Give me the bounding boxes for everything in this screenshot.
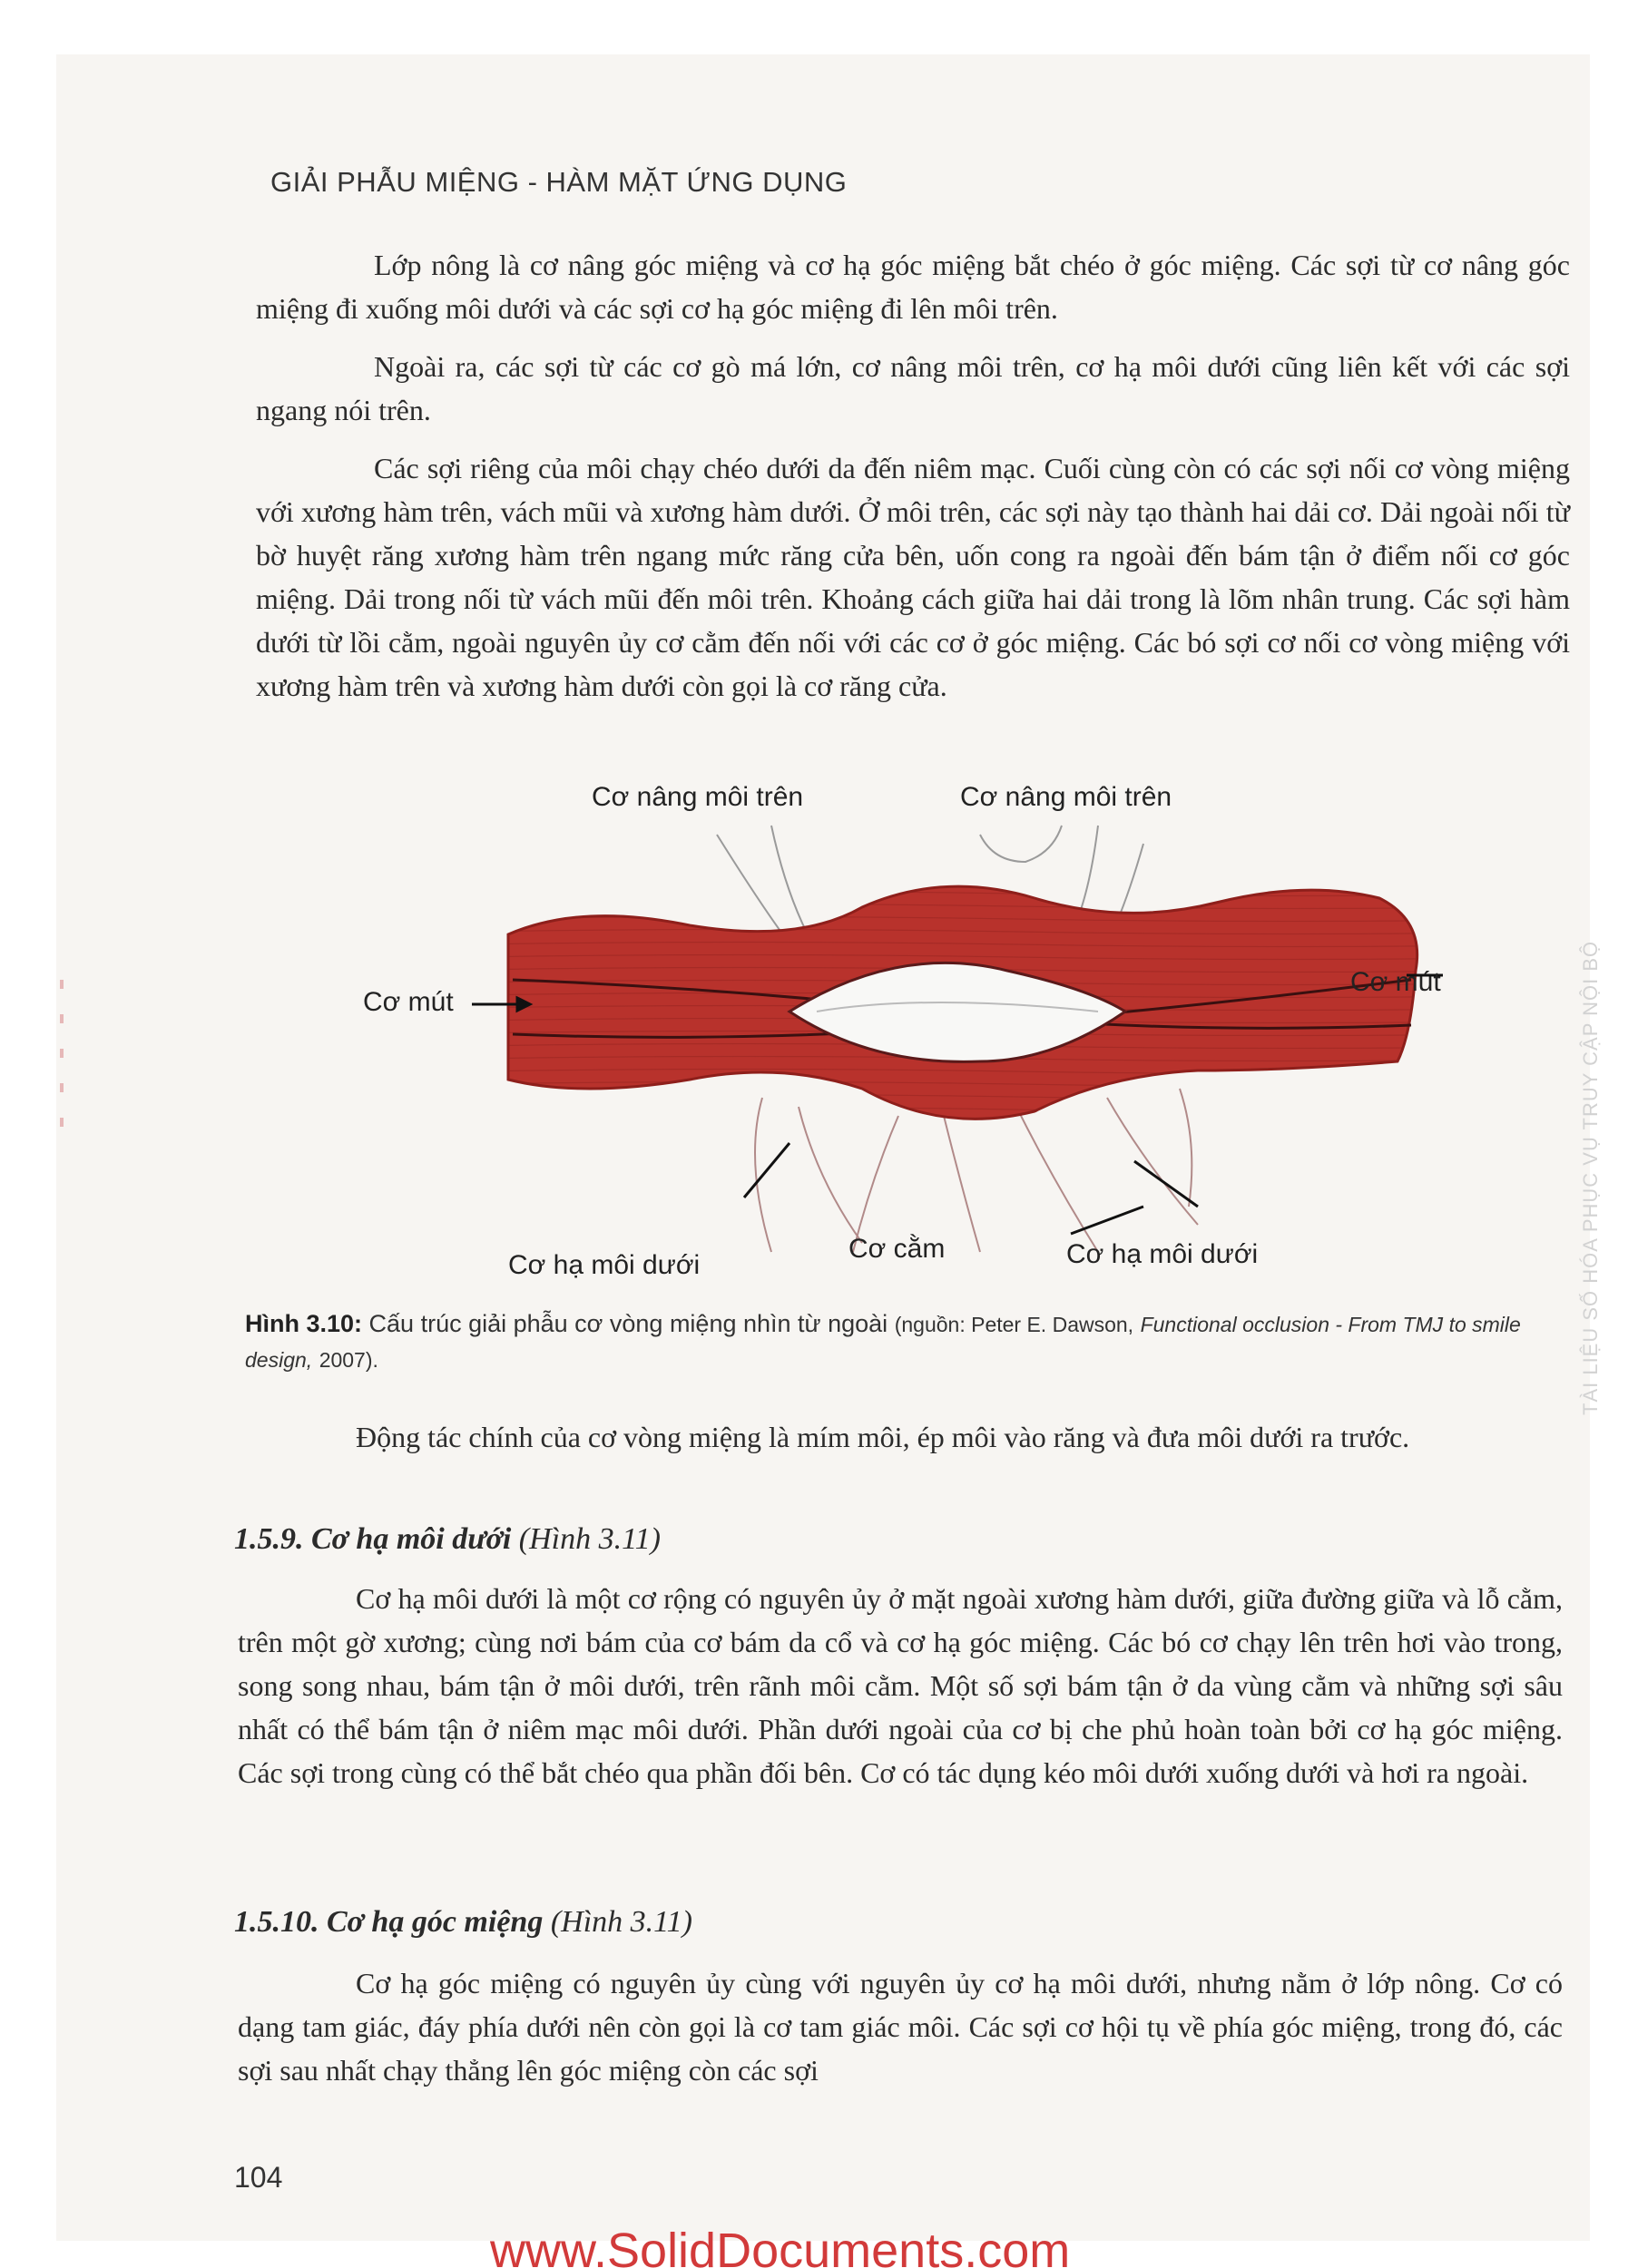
- paragraph-4: Động tác chính của cơ vòng miệng là mím môi, ép môi vào răng và đưa môi dưới ra trước.: [356, 1421, 1410, 1453]
- heading-title: 1.5.10. Cơ hạ góc miệng: [234, 1905, 544, 1939]
- label-upper-left: Cơ nâng môi trên: [592, 782, 804, 812]
- bottom-watermark-text: www.SolidDocuments.com: [490, 2224, 1071, 2268]
- paragraph-6: Cơ hạ góc miệng có nguyên ủy cùng với nguyên ủy cơ hạ môi dưới, nhưng nằm ở lớp nông. Cơ có dạng tam giác, đáy phía dưới nên còn gọi là cơ tam giác môi. Các sợi cơ hội tụ về phía góc miệng, trong đó, các sợi sau nhất chạy thẳng lên góc miệng còn các sợi: [238, 1967, 1563, 2087]
- caption-source-post: 2007).: [319, 1348, 378, 1372]
- figure-caption: [245, 1306, 1579, 1377]
- label-lower-center: Cơ cằm: [848, 1234, 946, 1264]
- orbicularis-oris-figure: [472, 798, 1561, 1288]
- page-number: 104: [234, 2161, 283, 2194]
- caption-text: Cấu trúc giải phẫu cơ vòng miệng nhìn từ ngoài: [368, 1310, 888, 1337]
- heading-ref: (Hình 3.11): [518, 1522, 661, 1556]
- caption-source-title: Functional occlusion - From TMJ to smile design,: [245, 1313, 1521, 1372]
- caption-label: Hình 3.10:: [245, 1310, 363, 1337]
- scan-edge-marks: [60, 980, 65, 1188]
- section-heading-1-5-9: [234, 1522, 661, 1557]
- paragraph-2: Ngoài ra, các sợi từ các cơ gò má lớn, cơ nâng môi trên, cơ hạ môi dưới cũng liên kết với các sợi ngang nói trên.: [256, 350, 1570, 426]
- label-upper-right: Cơ nâng môi trên: [960, 782, 1172, 812]
- paragraph-5: Cơ hạ môi dưới là một cơ rộng có nguyên ủy ở mặt ngoài xương hàm dưới, giữa đường giữa và lỗ cằm, trên một gờ xương; cùng nơi bám của cơ bám da cổ và cơ hạ góc miệng. Các bó cơ chạy lên trên hơi vào trong, song song nhau, bám tận ở môi dưới, trên rãnh môi cằm. Một số sợi bám tận ở da vùng cằm và những sợi sâu nhất có thể bám tận ở niêm mạc môi dưới. Phần dưới ngoài của cơ bị che phủ hoàn toàn bởi cơ hạ góc miệng. Các sợi trong cùng có thể bắt chéo qua phần đối bên. Cơ có tác dụng kéo môi dưới xuống dưới và hơi ra ngoài.: [238, 1582, 1563, 1789]
- side-watermark: TÀI LIỆU SỐ HÓA PHỤC VỤ TRUY CẬP NỘI BỘ: [1579, 940, 1602, 1415]
- paragraph-1: Lớp nông là cơ nâng góc miệng và cơ hạ góc miệng bắt chéo ở góc miệng. Các sợi từ cơ nâng góc miệng đi xuống môi dưới và các sợi cơ hạ góc miệng đi lên môi trên.: [256, 249, 1570, 325]
- label-lower-left: Cơ hạ môi dưới: [508, 1250, 701, 1280]
- label-lower-right: Cơ hạ môi dưới: [1066, 1239, 1259, 1269]
- label-left: Cơ mút: [363, 987, 454, 1017]
- caption-source-pre: (nguồn: Peter E. Dawson,: [894, 1313, 1134, 1336]
- paragraph-3: Các sợi riêng của môi chạy chéo dưới da đến niêm mạc. Cuối cùng còn có các sợi nối cơ vòng miệng với xương hàm trên, vách mũi và xương hàm dưới. Ở môi trên, các sợi này tạo thành hai dải cơ. Dải ngoài nối từ bờ huyệt răng xương hàm trên ngang mức răng cửa bên, uốn cong ra ngoài đến bám tận ở điểm nối cơ góc miệng. Dải trong nối từ vách mũi đến môi trên. Khoảng cách giữa hai dải trong là lõm nhân trung. Các sợi hàm dưới từ lồi cằm, ngoài nguyên ủy cơ cằm đến nối với các cơ ở góc miệng. Các bó sợi cơ nối cơ vòng miệng với xương hàm trên và xương hàm dưới còn gọi là cơ răng cửa.: [256, 452, 1570, 702]
- label-right: Cơ mút: [1350, 967, 1441, 997]
- heading-ref: (Hình 3.11): [550, 1905, 692, 1939]
- heading-title: 1.5.9. Cơ hạ môi dưới: [234, 1522, 512, 1556]
- section-heading-1-5-10: [234, 1905, 692, 1940]
- running-head: GIẢI PHẪU MIỆNG - HÀM MẶT ỨNG DỤNG: [270, 166, 848, 198]
- bottom-watermark: [490, 2214, 1180, 2268]
